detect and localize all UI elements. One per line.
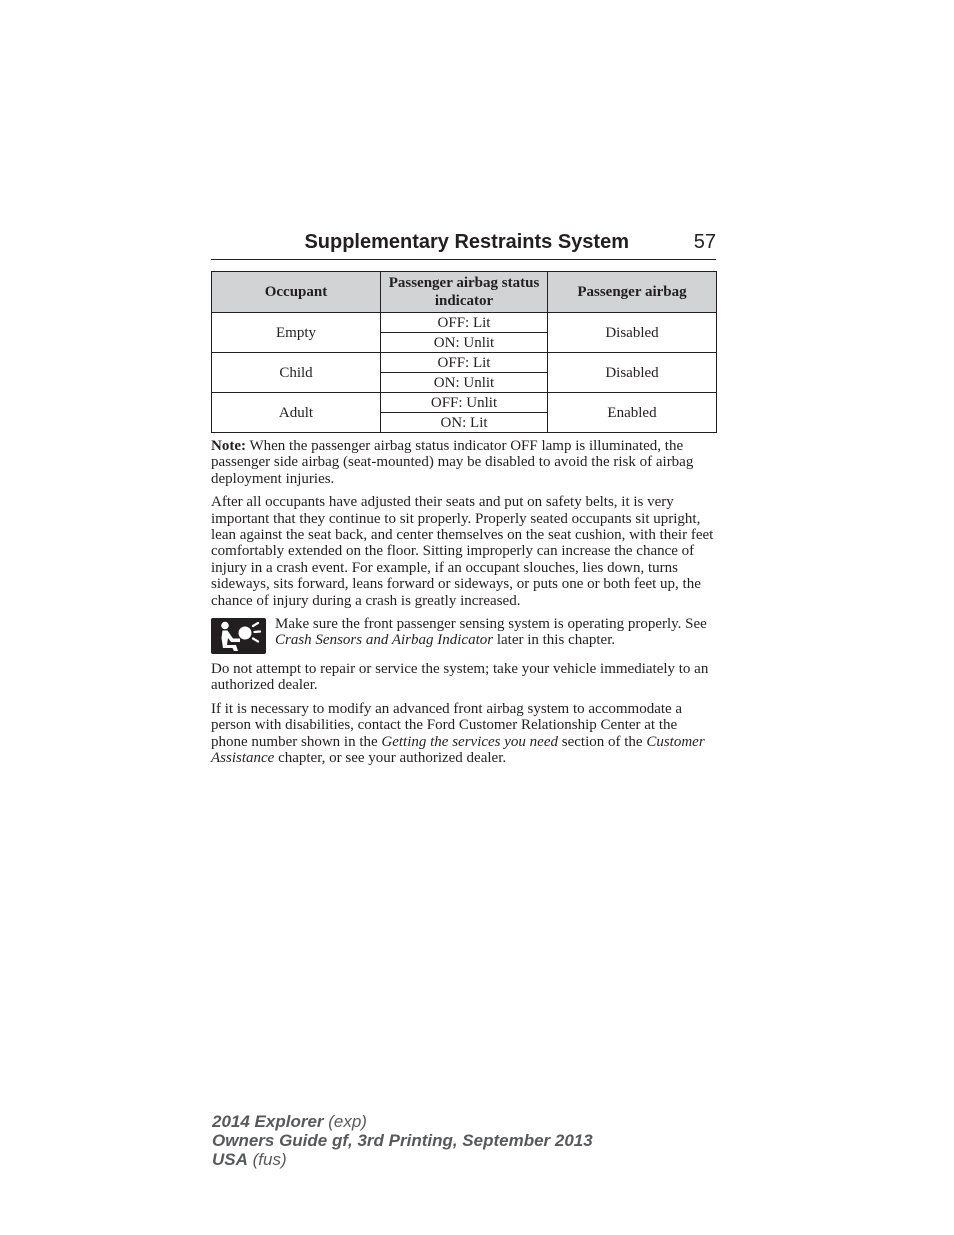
airbag-cell: Disabled — [548, 353, 717, 393]
table-row — [212, 393, 717, 413]
footer-line-3: USA (fus) — [212, 1150, 287, 1169]
airbag-status-table — [211, 271, 717, 433]
repair-paragraph: Do not attempt to repair or service the system; take your vehicle immediately to an authorized dealer. — [211, 661, 709, 694]
page-header — [211, 229, 716, 260]
services-reference: Getting the services you need — [381, 733, 558, 750]
airbag-cell: Disabled — [548, 313, 717, 353]
page-footer — [212, 1112, 593, 1169]
note-paragraph — [211, 438, 717, 487]
header-occupant: Occupant — [212, 272, 381, 313]
sensing-system-text: Make sure the front passenger sensing system is operating properly. See Crash Sensors and Airbag Indicator later in this chapter. — [275, 616, 707, 649]
airbag-warning-icon — [211, 618, 266, 654]
customer-assistance-reference: Customer Assistance — [211, 733, 705, 767]
occupant-cell: Child — [212, 353, 381, 393]
indicator-off-cell: OFF: Lit — [381, 313, 548, 333]
table-header-row — [212, 272, 717, 313]
body-content — [211, 438, 717, 774]
note-text: When the passenger airbag status indicator OFF lamp is illuminated, the passenger side airbag (seat-mounted) may be disabled to avoid the risk of airbag deployment injuries. — [211, 438, 694, 487]
occupant-cell: Adult — [212, 393, 381, 433]
modify-paragraph: If it is necessary to modify an advanced front airbag system to accommodate a person with disabilities, contact the Ford Customer Relationship Center at the phone number shown in the Getting the services you need section of the Customer Assistance chapter, or see your authorized dealer. — [211, 700, 705, 767]
indicator-on-cell: ON: Lit — [381, 413, 548, 433]
table-row — [212, 353, 717, 373]
indicator-on-cell: ON: Unlit — [381, 373, 548, 393]
table-row — [212, 313, 717, 333]
page-number: 57 — [693, 231, 716, 253]
header-indicator: Passenger airbag status indicator — [381, 272, 548, 313]
airbag-cell: Enabled — [548, 393, 717, 433]
footer-line-1: 2014 Explorer (exp) — [212, 1112, 367, 1131]
crash-sensors-reference: Crash Sensors and Airbag Indicator — [275, 632, 494, 649]
footer-line-2: Owners Guide gf, 3rd Printing, September 2013 — [212, 1131, 593, 1150]
sensing-system-notice — [211, 616, 717, 654]
indicator-on-cell: ON: Unlit — [381, 333, 548, 353]
indicator-off-cell: OFF: Lit — [381, 353, 548, 373]
indicator-off-cell: OFF: Unlit — [381, 393, 548, 413]
note-label: Note: — [211, 438, 246, 454]
section-title: Supplementary Restraints System — [304, 231, 629, 253]
header-airbag: Passenger airbag — [548, 272, 717, 313]
occupant-cell: Empty — [212, 313, 381, 353]
sitting-paragraph: After all occupants have adjusted their seats and put on safety belts, it is very important that they continue to sit properly. Properly seated occupants sit upright, lean against the seat back, and center themselves on the seat cushion, with their feet comfortably extended on the floor. Sitting improperly can increase the chance of injury in a crash event. For example, if an occupant slouches, lies down, turns sideways, sits forward, leans forward or sideways, or puts one or both feet up, the chance of injury during a crash is greatly increased. — [211, 494, 714, 609]
